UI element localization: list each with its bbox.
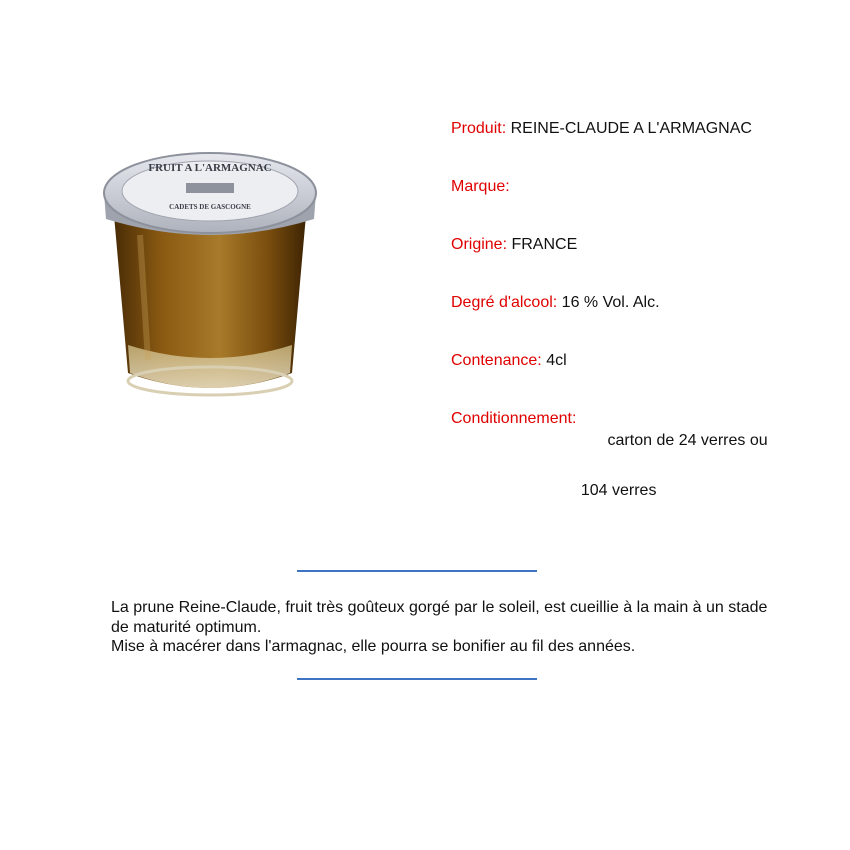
spec-row-degre-alcool — [451, 292, 768, 350]
spec-value — [580, 408, 768, 499]
product-description — [111, 598, 771, 657]
divider-top — [297, 570, 537, 572]
spec-value: REINE-CLAUDE A L'ARMAGNAC — [510, 120, 752, 137]
spec-row-produit — [451, 118, 768, 176]
spec-value-line2: 104 verres — [580, 482, 657, 499]
svg-text:CADETS DE GASCOGNE: CADETS DE GASCOGNE — [169, 203, 251, 211]
svg-text:FRUIT A L'ARMAGNAC: FRUIT A L'ARMAGNAC — [148, 162, 272, 174]
description-line-2: Mise à macérer dans l'armagnac, elle pourra se bonifier au fil des années. — [111, 638, 636, 655]
divider-bottom — [297, 678, 537, 680]
spec-label: Origine: — [451, 236, 512, 253]
spec-label: Conditionnement: — [451, 410, 581, 427]
spec-value: FRANCE — [511, 236, 578, 253]
spec-label: Degré d'alcool: — [451, 294, 562, 311]
description-line-1: La prune Reine-Claude, fruit très goûteux gorgé par le soleil, est cueillie à la main à un stade de maturité optimum. — [111, 599, 768, 636]
spec-row-marque — [451, 176, 768, 234]
spec-row-contenance — [451, 350, 768, 408]
spec-value: 16 % Vol. Alc. — [561, 294, 660, 311]
product-spec-list — [451, 118, 768, 499]
product-jar-image — [100, 135, 320, 405]
spec-row-origine — [451, 234, 768, 292]
spec-label: Marque: — [451, 178, 515, 195]
spec-label: Produit: — [451, 120, 511, 137]
spec-label: Contenance: — [451, 352, 547, 369]
spec-value: 4cl — [546, 352, 567, 369]
spec-value-line1: carton de 24 verres ou — [607, 432, 768, 449]
spec-row-conditionnement — [451, 408, 768, 499]
